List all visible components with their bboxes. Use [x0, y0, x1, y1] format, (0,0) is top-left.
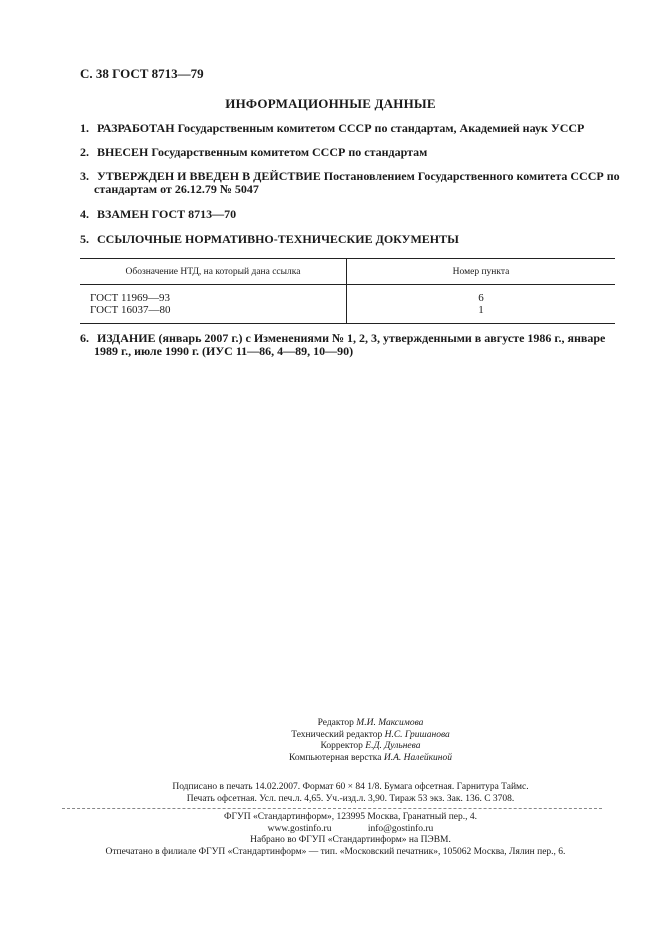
website-link[interactable]: www.gostinfo.ru — [267, 823, 332, 834]
cell-document: ГОСТ 11969—93 — [80, 285, 347, 305]
item-heading: ССЫЛОЧНЫЕ НОРМАТИВНО-ТЕХНИЧЕСКИЕ ДОКУМЕНТЫ — [97, 232, 459, 246]
item-text: Государственным комитетом СССР по стандартам — [151, 145, 428, 159]
item-number: 2. — [80, 145, 89, 159]
item-text: (январь 2007 г.) с Изменениями № 1, 2, 3, утвержденными в августе 1986 г., январе — [158, 331, 606, 345]
info-item-references — [80, 233, 620, 246]
item-text: Постановлением Государственного комитета СССР по — [323, 169, 620, 183]
credit-corrector — [80, 741, 661, 753]
credit-label: Технический редактор — [291, 729, 383, 740]
column-header-clause: Номер пункта — [347, 259, 616, 285]
item-heading: ИЗДАНИЕ — [97, 331, 156, 345]
credit-tech-editor — [80, 730, 661, 742]
info-item-replaces — [80, 208, 620, 221]
item-heading: ВЗАМЕН ГОСТ 8713—70 — [97, 207, 237, 221]
printed-line: Отпечатано в филиале ФГУП «Стандартинформ» — тип. «Московский печатник», 105062 Москва, Лялин пер., 6. — [105, 846, 566, 857]
credit-label: Редактор — [317, 718, 354, 728]
item-number: 3. — [80, 169, 89, 183]
credit-name: Е.Д. Дульнева — [365, 741, 421, 751]
item-text-continued: 1989 г., июле 1990 г. (ИУС 11—86, 4—89, 10—90) — [94, 344, 354, 358]
print-info — [0, 782, 661, 805]
item-heading: УТВЕРЖДЕН И ВВЕДЕН В ДЕЙСТВИЕ — [97, 169, 321, 183]
imprint-block — [0, 718, 661, 858]
credits — [80, 718, 661, 764]
table-row — [80, 304, 615, 324]
info-item-introduced — [80, 146, 620, 159]
table-header-row — [80, 259, 615, 285]
cell-document: ГОСТ 16037—80 — [80, 304, 347, 324]
item-number: 1. — [80, 121, 89, 135]
item-number: 6. — [80, 331, 89, 345]
typeset-line: Набрано во ФГУП «Стандартинформ» на ПЭВМ. — [250, 835, 451, 845]
credit-label: Корректор — [320, 741, 363, 751]
credit-label: Компьютерная верстка — [289, 752, 382, 763]
signed-line: Подписано в печать 14.02.2007. Формат 60 × 84 1/8. Бумага офсетная. Гарнитура Таймс. — [172, 782, 529, 792]
info-item-edition — [80, 332, 620, 358]
credit-layout — [80, 753, 661, 765]
credit-name: И.А. Налейкиной — [383, 752, 452, 763]
item-heading: ВНЕСЕН — [97, 145, 149, 159]
section-title: ИНФОРМАЦИОННЫЕ ДАННЫЕ — [225, 96, 436, 111]
publisher-info — [0, 812, 661, 847]
credit-name: М.И. Максимова — [356, 718, 424, 728]
item-heading: РАЗРАБОТАН — [97, 121, 175, 135]
item-text: Государственным комитетом СССР по стандартам, Академией наук УССР — [177, 121, 585, 135]
cell-clause: 6 — [478, 292, 484, 304]
publisher-contacts — [40, 824, 661, 836]
column-header-document: Обозначение НТД, на который дана ссылка — [80, 259, 347, 285]
credit-name: Н.С. Гришанова — [384, 729, 450, 740]
page-header: С. 38 ГОСТ 8713—79 — [80, 66, 204, 81]
publisher-line: ФГУП «Стандартинформ», 123995 Москва, Гранатный пер., 4. — [223, 812, 478, 822]
divider — [62, 808, 602, 809]
table-row — [80, 285, 615, 305]
email-link[interactable]: info@gostinfo.ru — [367, 823, 434, 834]
info-item-developed — [80, 122, 620, 135]
cell-clause: 1 — [478, 304, 484, 316]
item-number: 4. — [80, 207, 89, 221]
reference-table — [80, 258, 615, 324]
item-number: 5. — [80, 232, 89, 246]
credit-editor — [80, 718, 661, 730]
item-text-continued: стандартам от 26.12.79 № 5047 — [94, 182, 259, 196]
print-line: Печать офсетная. Усл. печ.л. 4,65. Уч.-изд.л. 3,90. Тираж 53 экз. Зак. 136. С 3708. — [186, 793, 515, 804]
info-item-approved — [80, 170, 620, 196]
